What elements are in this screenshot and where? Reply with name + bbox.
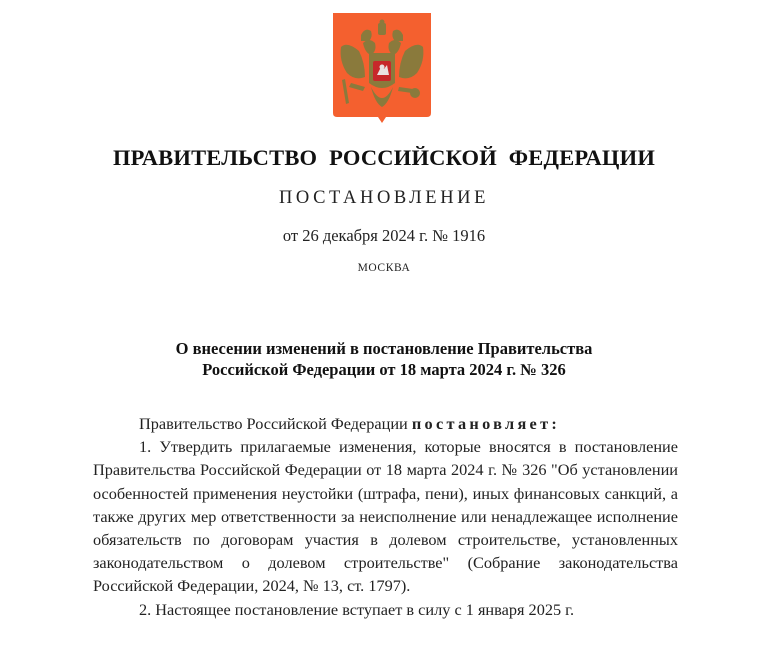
document-body	[93, 412, 678, 621]
document-subject	[0, 338, 768, 380]
intro-prefix: Правительство Российской Федерации	[139, 414, 412, 433]
paragraph-1: 1. Утвердить прилагаемые изменения, которые вносятся в постановление Правительства Российской Федерации от 18 марта 2024 г. № 326 "Об установлении особенностей применения неустойки (штрафа, пени), иных финансовых санкций, а также других мер ответственности за неисполнение или ненадлежащее исполнение обязательств по договорам участия в долевом строительстве, установленных законодательством о долевом строительстве" (Собрание законодательства Российской Федерации, 2024, № 13, ст. 1797).	[93, 437, 678, 596]
subject-line-1: О внесении изменений в постановление Правительства	[175, 339, 593, 358]
document-type-heading: ПОСТАНОВЛЕНИЕ	[278, 188, 490, 208]
paragraph-2: 2. Настоящее постановление вступает в силу с 1 января 2025 г.	[139, 599, 575, 619]
coat-of-arms-emblem	[333, 13, 431, 123]
double-headed-eagle-icon	[333, 13, 431, 123]
subject-line-2: Российской Федерации от 18 марта 2024 г. № 326	[202, 360, 566, 379]
government-name-heading: ПРАВИТЕЛЬСТВО РОССИЙСКОЙ ФЕДЕРАЦИИ	[112, 145, 656, 170]
document-city: МОСКВА	[357, 262, 411, 274]
resolution-intro	[93, 412, 678, 435]
document-date-number: от 26 декабря 2024 г. № 1916	[282, 226, 486, 245]
intro-verb: постановляет:	[411, 414, 561, 433]
